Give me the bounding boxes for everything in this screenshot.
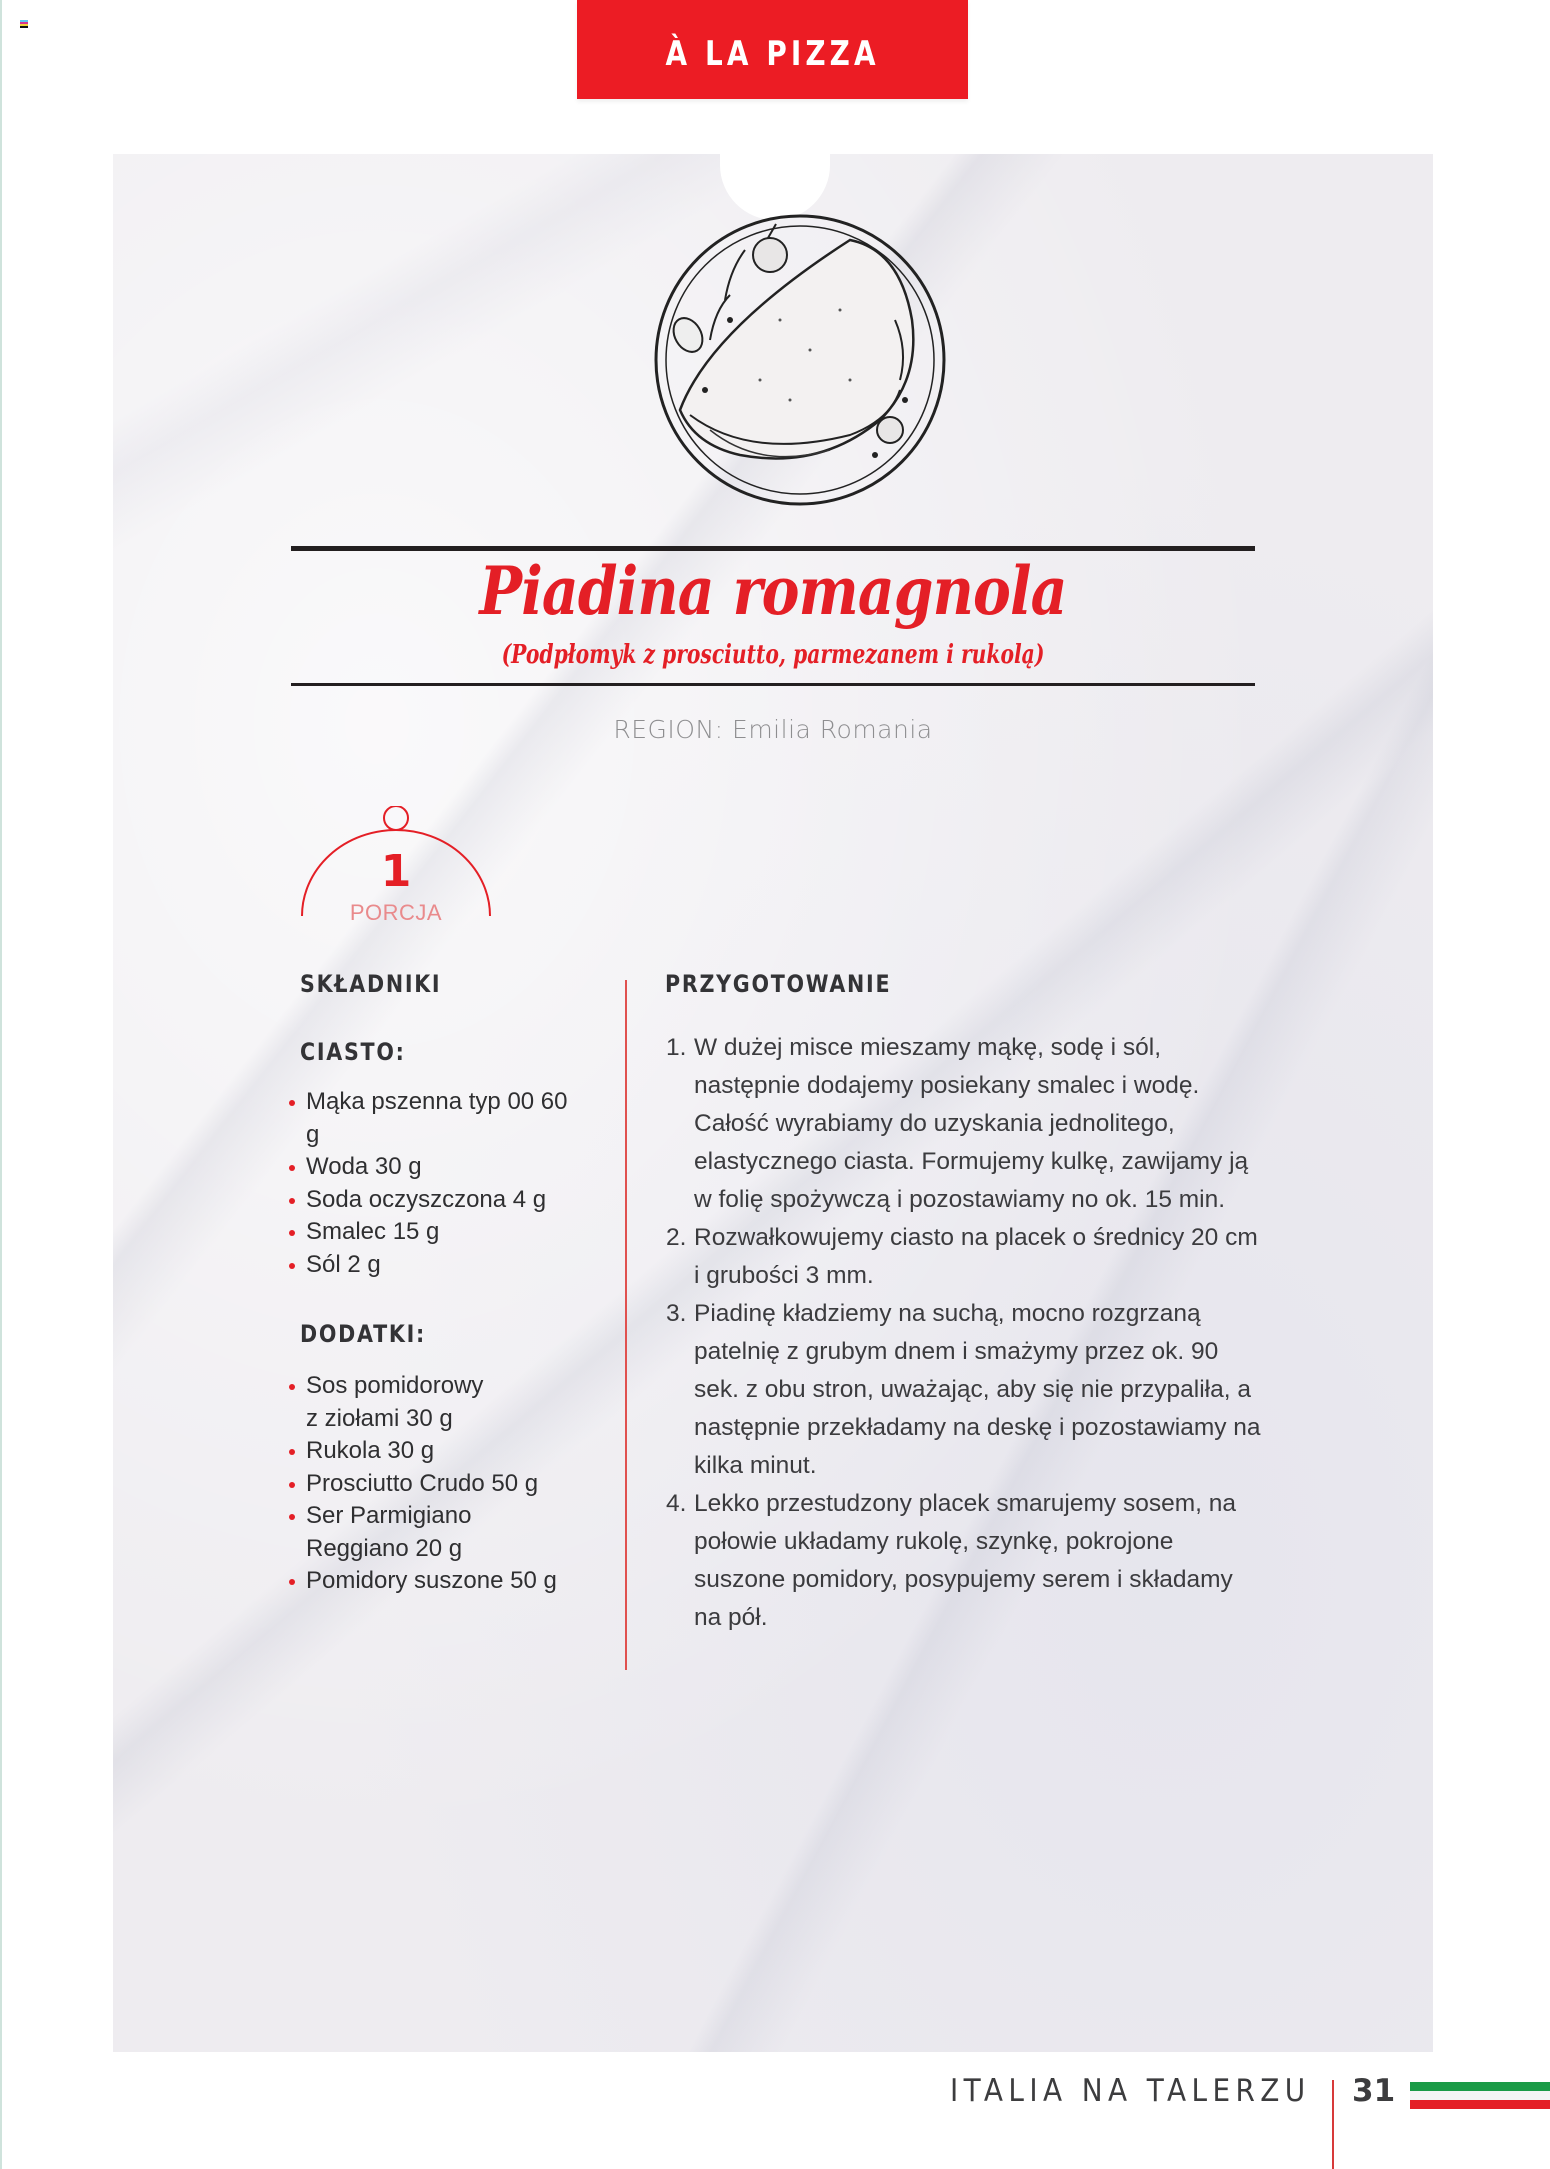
step-item: 4. Lekko przestudzony placek smarujemy sosem, na połowie układamy rukolę, szynkę, pokrojone suszone pomidory, posypujemy serem i składamy na pół. <box>666 1490 1236 1631</box>
step-item: 1. W dużej misce mieszamy mąkę, sodę i sól, następnie dodajemy posiekany smalec i wodę. Całość wyrabiamy do uzyskania jednolitego, elastycznego ciasta. Formujemy kulkę, zawijamy ją w folię spożywczą i pozostawiamy no ok. 15 min. <box>666 1034 1249 1213</box>
ingredient-item: Sól 2 g <box>286 1249 586 1282</box>
recipe-title: Piadina romagnola <box>479 552 1067 630</box>
section-label: À LA PIZZA <box>665 33 880 74</box>
footer-divider <box>1332 2080 1334 2169</box>
ingredient-item: Rukola 30 g <box>286 1435 586 1468</box>
ingredient-item: Smalec 15 g <box>286 1216 586 1249</box>
piadina-plate-illustration <box>650 210 950 510</box>
section-tab <box>577 0 968 99</box>
step-item: 2. Rozwałkowujemy ciasto na placek o średnicy 20 cm i grubości 3 mm. <box>666 1224 1258 1289</box>
recipe-subtitle: (Podpłomyk z prosciutto, parmezanem i rukolą) <box>501 640 1045 670</box>
recipe-region: REGION: Emilia Romania <box>613 715 933 744</box>
print-registration-mark <box>20 20 28 28</box>
toppings-heading: DODATKI: <box>300 1320 426 1348</box>
preparation-heading: PRZYGOTOWANIE <box>665 970 892 998</box>
ingredient-item: Ser Parmigiano Reggiano 20 g <box>286 1500 496 1565</box>
title-rule-top <box>291 546 1255 551</box>
page-edge <box>0 0 2 2169</box>
dough-heading: CIASTO: <box>300 1038 406 1066</box>
portion-count: 1 <box>380 846 412 897</box>
page-number: 31 <box>1352 2073 1396 2109</box>
preparation-steps <box>666 1029 1266 1637</box>
ingredient-item: Woda 30 g <box>286 1151 586 1184</box>
ingredients-heading: SKŁADNIKI <box>300 970 442 998</box>
ingredient-item: Soda oczyszczona 4 g <box>286 1184 586 1217</box>
italian-flag-stripes-icon <box>1410 2082 1550 2109</box>
ingredient-item: Sos pomidorowy z ziołami 30 g <box>286 1370 496 1435</box>
title-rule-bottom <box>291 683 1255 686</box>
column-divider <box>625 980 627 1670</box>
dough-ingredient-list <box>286 1086 586 1281</box>
ingredient-item: Mąka pszenna typ 00 60 g <box>286 1086 586 1151</box>
step-item: 3. Piadinę kładziemy na suchą, mocno rozgrzaną patelnię z grubym dnem i smażymy przez ok. 90 sek. z obu stron, uważając, aby się nie przypaliła, a następnie przekładamy na deskę i pozostawiamy na kilka minut. <box>666 1300 1261 1479</box>
toppings-ingredient-list <box>286 1370 586 1598</box>
ingredient-item: Prosciutto Crudo 50 g <box>286 1468 586 1501</box>
publication-title: ITALIA NA TALERZU <box>950 2073 1311 2109</box>
portion-badge <box>300 806 492 926</box>
portion-label: PORCJA <box>349 900 443 925</box>
ingredient-item: Pomidory suszone 50 g <box>286 1565 586 1598</box>
